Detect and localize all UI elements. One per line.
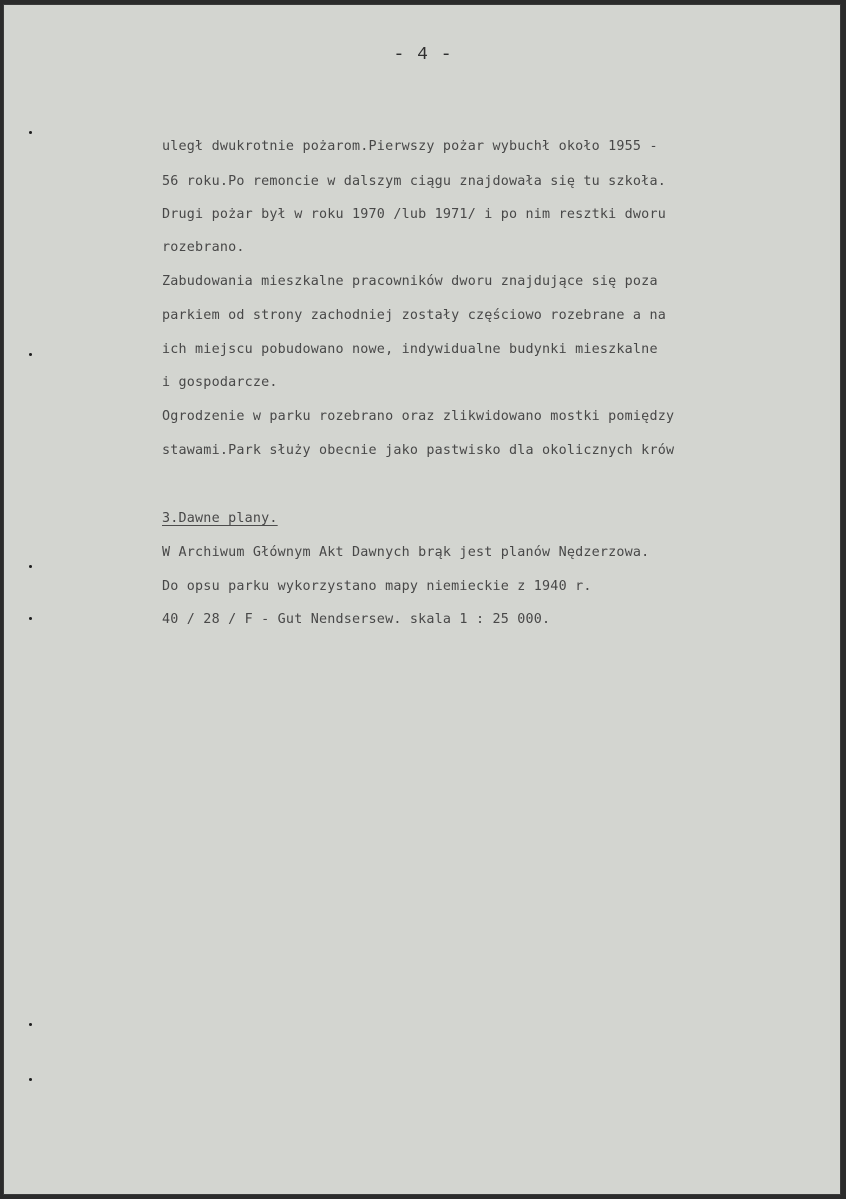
document-page (3, 4, 841, 1195)
text-line: Ogrodzenie w parku rozebrano oraz zlikwidowano mostki pomiędzy (162, 409, 675, 424)
punch-hole-mark (29, 1023, 32, 1026)
text-line: i gospodarcze. (162, 375, 278, 390)
page-number: - 4 - (393, 45, 453, 65)
text-line: stawami.Park służy obecnie jako pastwisko dla okolicznych krów (162, 443, 675, 458)
text-line: Do opsu parku wykorzystano mapy niemieckie z 1940 r. (162, 579, 592, 594)
text-line: 56 roku.Po remoncie w dalszym ciągu znajdowała się tu szkoła. (162, 174, 666, 189)
text-line: ich miejscu pobudowano nowe, indywidualne budynki mieszkalne (162, 342, 658, 357)
text-line: rozebrano. (162, 240, 245, 255)
text-line: uległ dwukrotnie pożarom.Pierwszy pożar wybuchł około 1955 - (162, 139, 658, 154)
punch-hole-mark (29, 617, 32, 620)
section-heading: 3.Dawne plany. (162, 511, 278, 526)
punch-hole-mark (29, 565, 32, 568)
punch-hole-mark (29, 131, 32, 134)
punch-hole-mark (29, 1078, 32, 1081)
text-line: Zabudowania mieszkalne pracowników dworu znajdujące się poza (162, 274, 658, 289)
text-line: Drugi pożar był w roku 1970 /lub 1971/ i po nim resztki dworu (162, 207, 666, 222)
text-line: 40 / 28 / F - Gut Nendsersew. skala 1 : 25 000. (162, 612, 551, 627)
punch-hole-mark (29, 353, 32, 356)
text-line: parkiem od strony zachodniej zostały częściowo rozebrane a na (162, 308, 666, 323)
text-line: W Archiwum Głównym Akt Dawnych brąk jest planów Nędzerzowa. (162, 545, 650, 560)
